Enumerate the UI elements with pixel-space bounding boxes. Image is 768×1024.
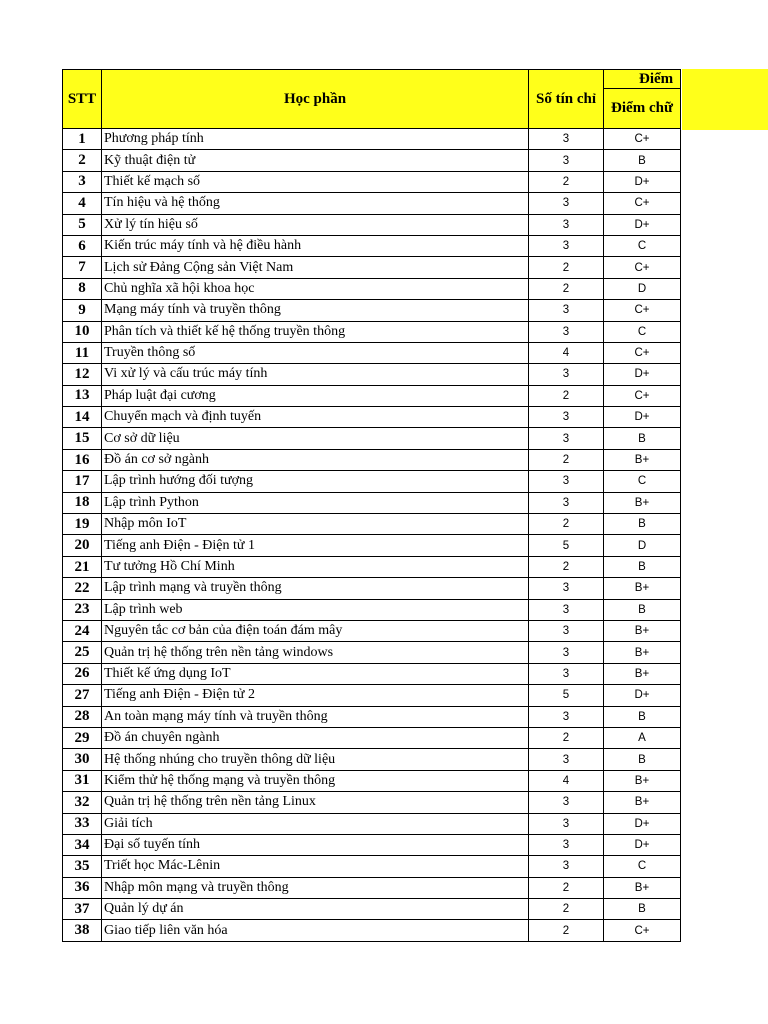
row-course-name: Tiếng anh Điện - Điện tử 1 [102, 535, 529, 556]
row-grade: B+ [604, 620, 681, 641]
row-stt: 2 [63, 150, 102, 171]
table-row [63, 599, 681, 620]
header-overflow-fill [682, 69, 768, 130]
table-row [63, 278, 681, 299]
row-credits: 3 [529, 214, 604, 235]
row-course-name: Cơ sở dữ liệu [102, 428, 529, 449]
row-stt: 7 [63, 257, 102, 278]
row-stt: 35 [63, 856, 102, 877]
row-course-name: Quản trị hệ thống trên nền tảng windows [102, 642, 529, 663]
table-row [63, 407, 681, 428]
row-credits: 3 [529, 663, 604, 684]
row-course-name: Thiết kế mạch số [102, 171, 529, 192]
row-course-name: Phân tích và thiết kế hệ thống truyền thông [102, 321, 529, 342]
row-grade: B+ [604, 663, 681, 684]
table-row [63, 321, 681, 342]
row-credits: 3 [529, 235, 604, 256]
row-stt: 3 [63, 171, 102, 192]
row-stt: 5 [63, 214, 102, 235]
row-stt: 17 [63, 471, 102, 492]
row-course-name: Quản lý dự án [102, 899, 529, 920]
table-row [63, 129, 681, 150]
row-credits: 3 [529, 407, 604, 428]
row-credits: 3 [529, 150, 604, 171]
row-stt: 1 [63, 129, 102, 150]
row-grade: C+ [604, 920, 681, 941]
row-grade: B [604, 599, 681, 620]
row-course-name: Giải tích [102, 813, 529, 834]
row-course-name: Đồ án cơ sở ngành [102, 449, 529, 470]
row-grade: C [604, 235, 681, 256]
row-stt: 10 [63, 321, 102, 342]
row-grade: D+ [604, 813, 681, 834]
row-credits: 3 [529, 642, 604, 663]
row-credits: 3 [529, 364, 604, 385]
row-grade: D+ [604, 364, 681, 385]
row-grade: C+ [604, 193, 681, 214]
row-grade: D+ [604, 407, 681, 428]
table-row [63, 193, 681, 214]
row-grade: B [604, 749, 681, 770]
table-row [63, 685, 681, 706]
row-course-name: Truyền thông số [102, 342, 529, 363]
row-credits: 3 [529, 792, 604, 813]
row-stt: 31 [63, 770, 102, 791]
row-grade: B [604, 150, 681, 171]
row-stt: 22 [63, 578, 102, 599]
row-stt: 9 [63, 300, 102, 321]
table-row [63, 171, 681, 192]
header-grade-group: Điểm [639, 71, 674, 87]
table-row [63, 620, 681, 641]
row-stt: 27 [63, 685, 102, 706]
row-stt: 36 [63, 877, 102, 898]
row-credits: 4 [529, 770, 604, 791]
table-row [63, 899, 681, 920]
row-credits: 3 [529, 749, 604, 770]
row-credits: 5 [529, 535, 604, 556]
row-grade: C [604, 471, 681, 492]
row-course-name: Lập trình hướng đối tượng [102, 471, 529, 492]
row-credits: 2 [529, 877, 604, 898]
row-credits: 3 [529, 706, 604, 727]
header-credits: Số tín chỉ [529, 70, 604, 129]
row-credits: 2 [529, 899, 604, 920]
row-credits: 3 [529, 129, 604, 150]
row-course-name: Lập trình Python [102, 492, 529, 513]
row-stt: 33 [63, 813, 102, 834]
row-stt: 14 [63, 407, 102, 428]
row-credits: 3 [529, 856, 604, 877]
table-row [63, 449, 681, 470]
row-grade: D+ [604, 834, 681, 855]
row-stt: 19 [63, 514, 102, 535]
row-stt: 26 [63, 663, 102, 684]
row-course-name: Quản trị hệ thống trên nền tảng Linux [102, 792, 529, 813]
row-credits: 2 [529, 385, 604, 406]
grade-table-sheet [62, 69, 681, 942]
row-credits: 2 [529, 556, 604, 577]
row-credits: 4 [529, 342, 604, 363]
row-grade: B+ [604, 578, 681, 599]
row-stt: 6 [63, 235, 102, 256]
row-credits: 3 [529, 578, 604, 599]
table-row [63, 813, 681, 834]
row-course-name: Lịch sử Đảng Cộng sản Việt Nam [102, 257, 529, 278]
row-grade: C+ [604, 342, 681, 363]
row-credits: 2 [529, 171, 604, 192]
header-course: Học phần [102, 70, 529, 129]
row-course-name: Chủ nghĩa xã hội khoa học [102, 278, 529, 299]
row-course-name: Phương pháp tính [102, 129, 529, 150]
header-grade-letter: Điểm chữ [604, 89, 681, 129]
row-grade: C+ [604, 257, 681, 278]
row-stt: 8 [63, 278, 102, 299]
row-credits: 3 [529, 321, 604, 342]
table-body [63, 129, 681, 942]
table-row [63, 556, 681, 577]
row-course-name: Đại số tuyến tính [102, 834, 529, 855]
row-grade: B+ [604, 792, 681, 813]
row-grade: D+ [604, 171, 681, 192]
row-credits: 3 [529, 813, 604, 834]
row-credits: 3 [529, 300, 604, 321]
row-stt: 20 [63, 535, 102, 556]
row-course-name: Kiến trúc máy tính và hệ điều hành [102, 235, 529, 256]
table-row [63, 706, 681, 727]
row-course-name: Vi xử lý và cấu trúc máy tính [102, 364, 529, 385]
table-row [63, 428, 681, 449]
row-course-name: Chuyển mạch và định tuyến [102, 407, 529, 428]
row-course-name: Tín hiệu và hệ thống [102, 193, 529, 214]
row-credits: 3 [529, 620, 604, 641]
table-row [63, 471, 681, 492]
row-grade: C [604, 856, 681, 877]
row-stt: 4 [63, 193, 102, 214]
row-stt: 25 [63, 642, 102, 663]
row-credits: 2 [529, 449, 604, 470]
row-course-name: Kỹ thuật điện tử [102, 150, 529, 171]
table-row [63, 749, 681, 770]
row-course-name: Pháp luật đại cương [102, 385, 529, 406]
table-row [63, 792, 681, 813]
row-course-name: Giao tiếp liên văn hóa [102, 920, 529, 941]
table-row [63, 235, 681, 256]
row-course-name: Hệ thống nhúng cho truyền thông dữ liệu [102, 749, 529, 770]
row-course-name: Nhập môn IoT [102, 514, 529, 535]
row-stt: 37 [63, 899, 102, 920]
row-stt: 12 [63, 364, 102, 385]
row-course-name: Nguyên tắc cơ bản của điện toán đám mây [102, 620, 529, 641]
table-row [63, 214, 681, 235]
row-grade: B [604, 556, 681, 577]
row-grade: B [604, 706, 681, 727]
row-course-name: Kiểm thử hệ thống mạng và truyền thông [102, 770, 529, 791]
row-grade: B [604, 514, 681, 535]
table-row [63, 535, 681, 556]
row-credits: 2 [529, 278, 604, 299]
row-stt: 15 [63, 428, 102, 449]
row-stt: 30 [63, 749, 102, 770]
row-grade: B+ [604, 449, 681, 470]
row-stt: 18 [63, 492, 102, 513]
table-row [63, 663, 681, 684]
table-row [63, 514, 681, 535]
row-course-name: Mạng máy tính và truyền thông [102, 300, 529, 321]
table-header [63, 70, 681, 129]
row-stt: 38 [63, 920, 102, 941]
table-row [63, 920, 681, 941]
table-row [63, 578, 681, 599]
table-row [63, 364, 681, 385]
row-credits: 3 [529, 834, 604, 855]
row-credits: 2 [529, 920, 604, 941]
row-stt: 13 [63, 385, 102, 406]
row-course-name: Thiết kế ứng dụng IoT [102, 663, 529, 684]
table-row [63, 257, 681, 278]
row-stt: 16 [63, 449, 102, 470]
row-stt: 24 [63, 620, 102, 641]
row-grade: B+ [604, 492, 681, 513]
table-row [63, 727, 681, 748]
table-row [63, 856, 681, 877]
table-row [63, 300, 681, 321]
row-credits: 2 [529, 257, 604, 278]
row-grade: C+ [604, 129, 681, 150]
table-row [63, 342, 681, 363]
row-course-name: Triết học Mác-Lênin [102, 856, 529, 877]
row-grade: B+ [604, 642, 681, 663]
row-grade: D+ [604, 685, 681, 706]
row-grade: B [604, 899, 681, 920]
row-credits: 3 [529, 428, 604, 449]
row-credits: 3 [529, 471, 604, 492]
row-course-name: Tư tưởng Hồ Chí Minh [102, 556, 529, 577]
row-stt: 34 [63, 834, 102, 855]
row-grade: D [604, 278, 681, 299]
table-row [63, 150, 681, 171]
row-credits: 3 [529, 599, 604, 620]
row-stt: 11 [63, 342, 102, 363]
row-grade: A [604, 727, 681, 748]
table-row [63, 492, 681, 513]
row-stt: 21 [63, 556, 102, 577]
row-course-name: Đồ án chuyên ngành [102, 727, 529, 748]
table-row [63, 770, 681, 791]
row-course-name: Tiếng anh Điện - Điện tử 2 [102, 685, 529, 706]
row-credits: 5 [529, 685, 604, 706]
row-grade: B [604, 428, 681, 449]
row-credits: 3 [529, 492, 604, 513]
grade-table [62, 69, 681, 942]
table-row [63, 834, 681, 855]
row-course-name: Nhập môn mạng và truyền thông [102, 877, 529, 898]
row-grade: C+ [604, 385, 681, 406]
table-row [63, 877, 681, 898]
row-stt: 32 [63, 792, 102, 813]
row-credits: 2 [529, 727, 604, 748]
row-grade: B+ [604, 877, 681, 898]
table-row [63, 385, 681, 406]
row-grade: B+ [604, 770, 681, 791]
row-stt: 29 [63, 727, 102, 748]
row-grade: C [604, 321, 681, 342]
row-grade: D [604, 535, 681, 556]
row-stt: 28 [63, 706, 102, 727]
row-stt: 23 [63, 599, 102, 620]
row-course-name: An toàn mạng máy tính và truyền thông [102, 706, 529, 727]
row-grade: D+ [604, 214, 681, 235]
row-credits: 2 [529, 514, 604, 535]
header-stt: STT [63, 70, 102, 129]
row-grade: C+ [604, 300, 681, 321]
row-credits: 3 [529, 193, 604, 214]
row-course-name: Lập trình web [102, 599, 529, 620]
row-course-name: Xử lý tín hiệu số [102, 214, 529, 235]
table-row [63, 642, 681, 663]
row-course-name: Lập trình mạng và truyền thông [102, 578, 529, 599]
